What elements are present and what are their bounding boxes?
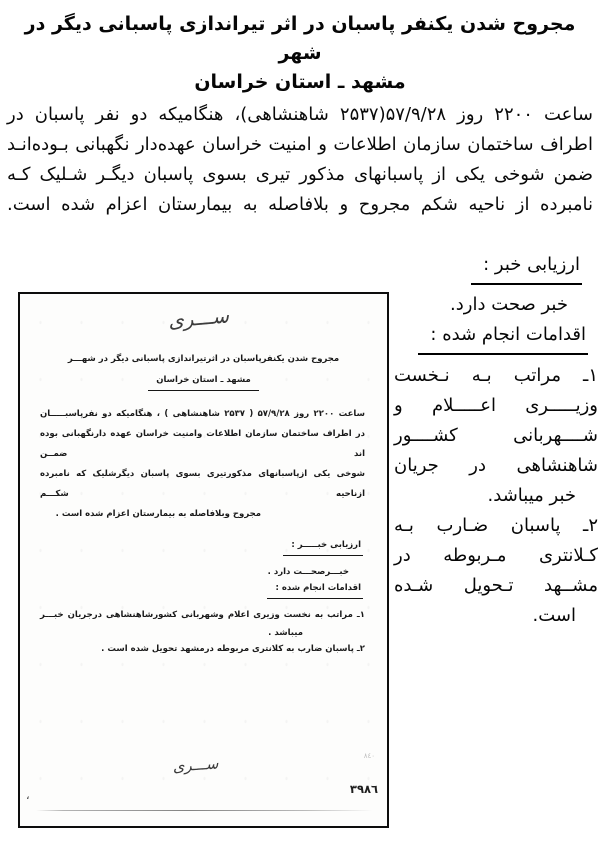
secret-stamp-top: ســـری	[167, 303, 230, 333]
scan-paragraph-line: مجروح وبلافاصله به بیمارستان اعزام شده است .	[55, 509, 261, 519]
faint-pencil-number: ٨٤٠	[363, 752, 375, 760]
scan-paragraph-line: شوخی یکی ازپاسبانهای مذکورتیری بسوی پاسبان دیگرشلیک که نامبرده ازناحیه شکـــم	[40, 469, 365, 499]
scan-title-line-2-row	[20, 374, 387, 391]
scan-paragraph-line: در اطراف ساختمان سازمان اطلاعات وامنیت خراسان عهده دارنگهبانی بوده اند ضمــن	[40, 429, 365, 459]
scan-action-line: ۱ـ مراتب به نخست وزیری اعلام وشهربانی کشورشاهنشاهی درجریان خبـــر	[40, 610, 365, 620]
scan-paragraph-line: ساعت ۲۲۰۰ روز ۵۷/۹/۲۸ ( ۲۵۳۷ شاهنشاهی ) ، هنگامیکه دو نفرپاسبـــــان	[40, 409, 365, 419]
action-line: ۲ـ پاسبان ضـارب بـه	[394, 515, 598, 536]
report-paragraph	[7, 100, 593, 220]
action-line: وزیـــــری اعـــــلام و	[394, 395, 598, 416]
report-line: اطراف ساختمان سازمان اطلاعات و امنیت خراسان عهده‌دار نگهبانی بـوده‌انـد	[7, 134, 593, 155]
report-line: ساعت ۲۲۰۰ روز ۵۷/۹/۲۸(۲۵۳۷ شاهنشاهی)، هنگامیکه دو نفر پاسبان در	[7, 104, 593, 125]
report-line: ضمن شوخی یکی از پاسبانهای مذکور تیری بسوی پاسبان دیگـر شـلیک کـه	[7, 164, 593, 185]
action-line: خبر میباشد.	[487, 485, 576, 506]
scan-action-line: میباشد .	[268, 628, 303, 638]
scan-action-line: ۲ـ پاسبان ضارب به کلانتری مربوطه درمشهد تحویل شده است .	[101, 644, 365, 654]
action-line: کـلانتری مـربوطه در	[394, 545, 598, 566]
scan-footer-rule	[36, 810, 373, 811]
document-number: ٣٩٨٦	[349, 782, 378, 796]
action-line: است.	[532, 605, 576, 626]
punctuation-mark: ،	[26, 789, 30, 802]
scan-actions-heading-row	[267, 582, 363, 599]
title-line-1: مجروح شدن یکنفر پاسبان در اثر تیراندازی پاسبانی دیگر در شهر	[24, 13, 576, 64]
action-line: مشــهد تـحویل شـده	[394, 575, 598, 596]
actions-heading: اقدامات انجام شده :	[418, 320, 588, 355]
evaluation-column	[394, 250, 598, 631]
action-line: شاهنشاهی در جریان	[394, 455, 598, 476]
scan-title-line-2: مشهد ـ استان خراسان	[148, 374, 259, 391]
scanned-document	[18, 292, 389, 828]
page-title	[0, 10, 600, 97]
scan-evaluation-heading-row	[283, 539, 363, 556]
secret-stamp-bottom: ســـری	[172, 754, 219, 776]
actions-heading-row	[394, 320, 598, 355]
report-line: نامبرده از ناحیه شکم مجروح و بلافاصله به بیمارستان اعزام شده است.	[7, 194, 593, 215]
scan-paragraph	[40, 404, 365, 524]
scan-title-line-1: مجروح شدن یکنفرپاسبان در اثرتیراندازی پاسبانی دیگر در شهـــر	[67, 354, 340, 364]
evaluation-result: خبر صحت دارد.	[450, 294, 568, 315]
evaluation-heading: ارزیابی خبر :	[471, 250, 582, 285]
action-line: ۱ـ مراتب بـه نـخست	[394, 365, 598, 386]
title-line-2: مشهد ـ استان خراسان	[194, 71, 406, 93]
scanned-document-content	[20, 294, 387, 826]
scan-evaluation-heading: ارزیابی خبـــــر :	[283, 539, 363, 556]
scan-actions-heading: اقدامات انجام شده :	[267, 582, 363, 599]
scan-evaluation-result: خبـــرصحـــت دارد .	[267, 567, 349, 577]
action-line: شــــهربانی کشــــور	[394, 425, 598, 446]
evaluation-heading-row	[394, 250, 598, 285]
